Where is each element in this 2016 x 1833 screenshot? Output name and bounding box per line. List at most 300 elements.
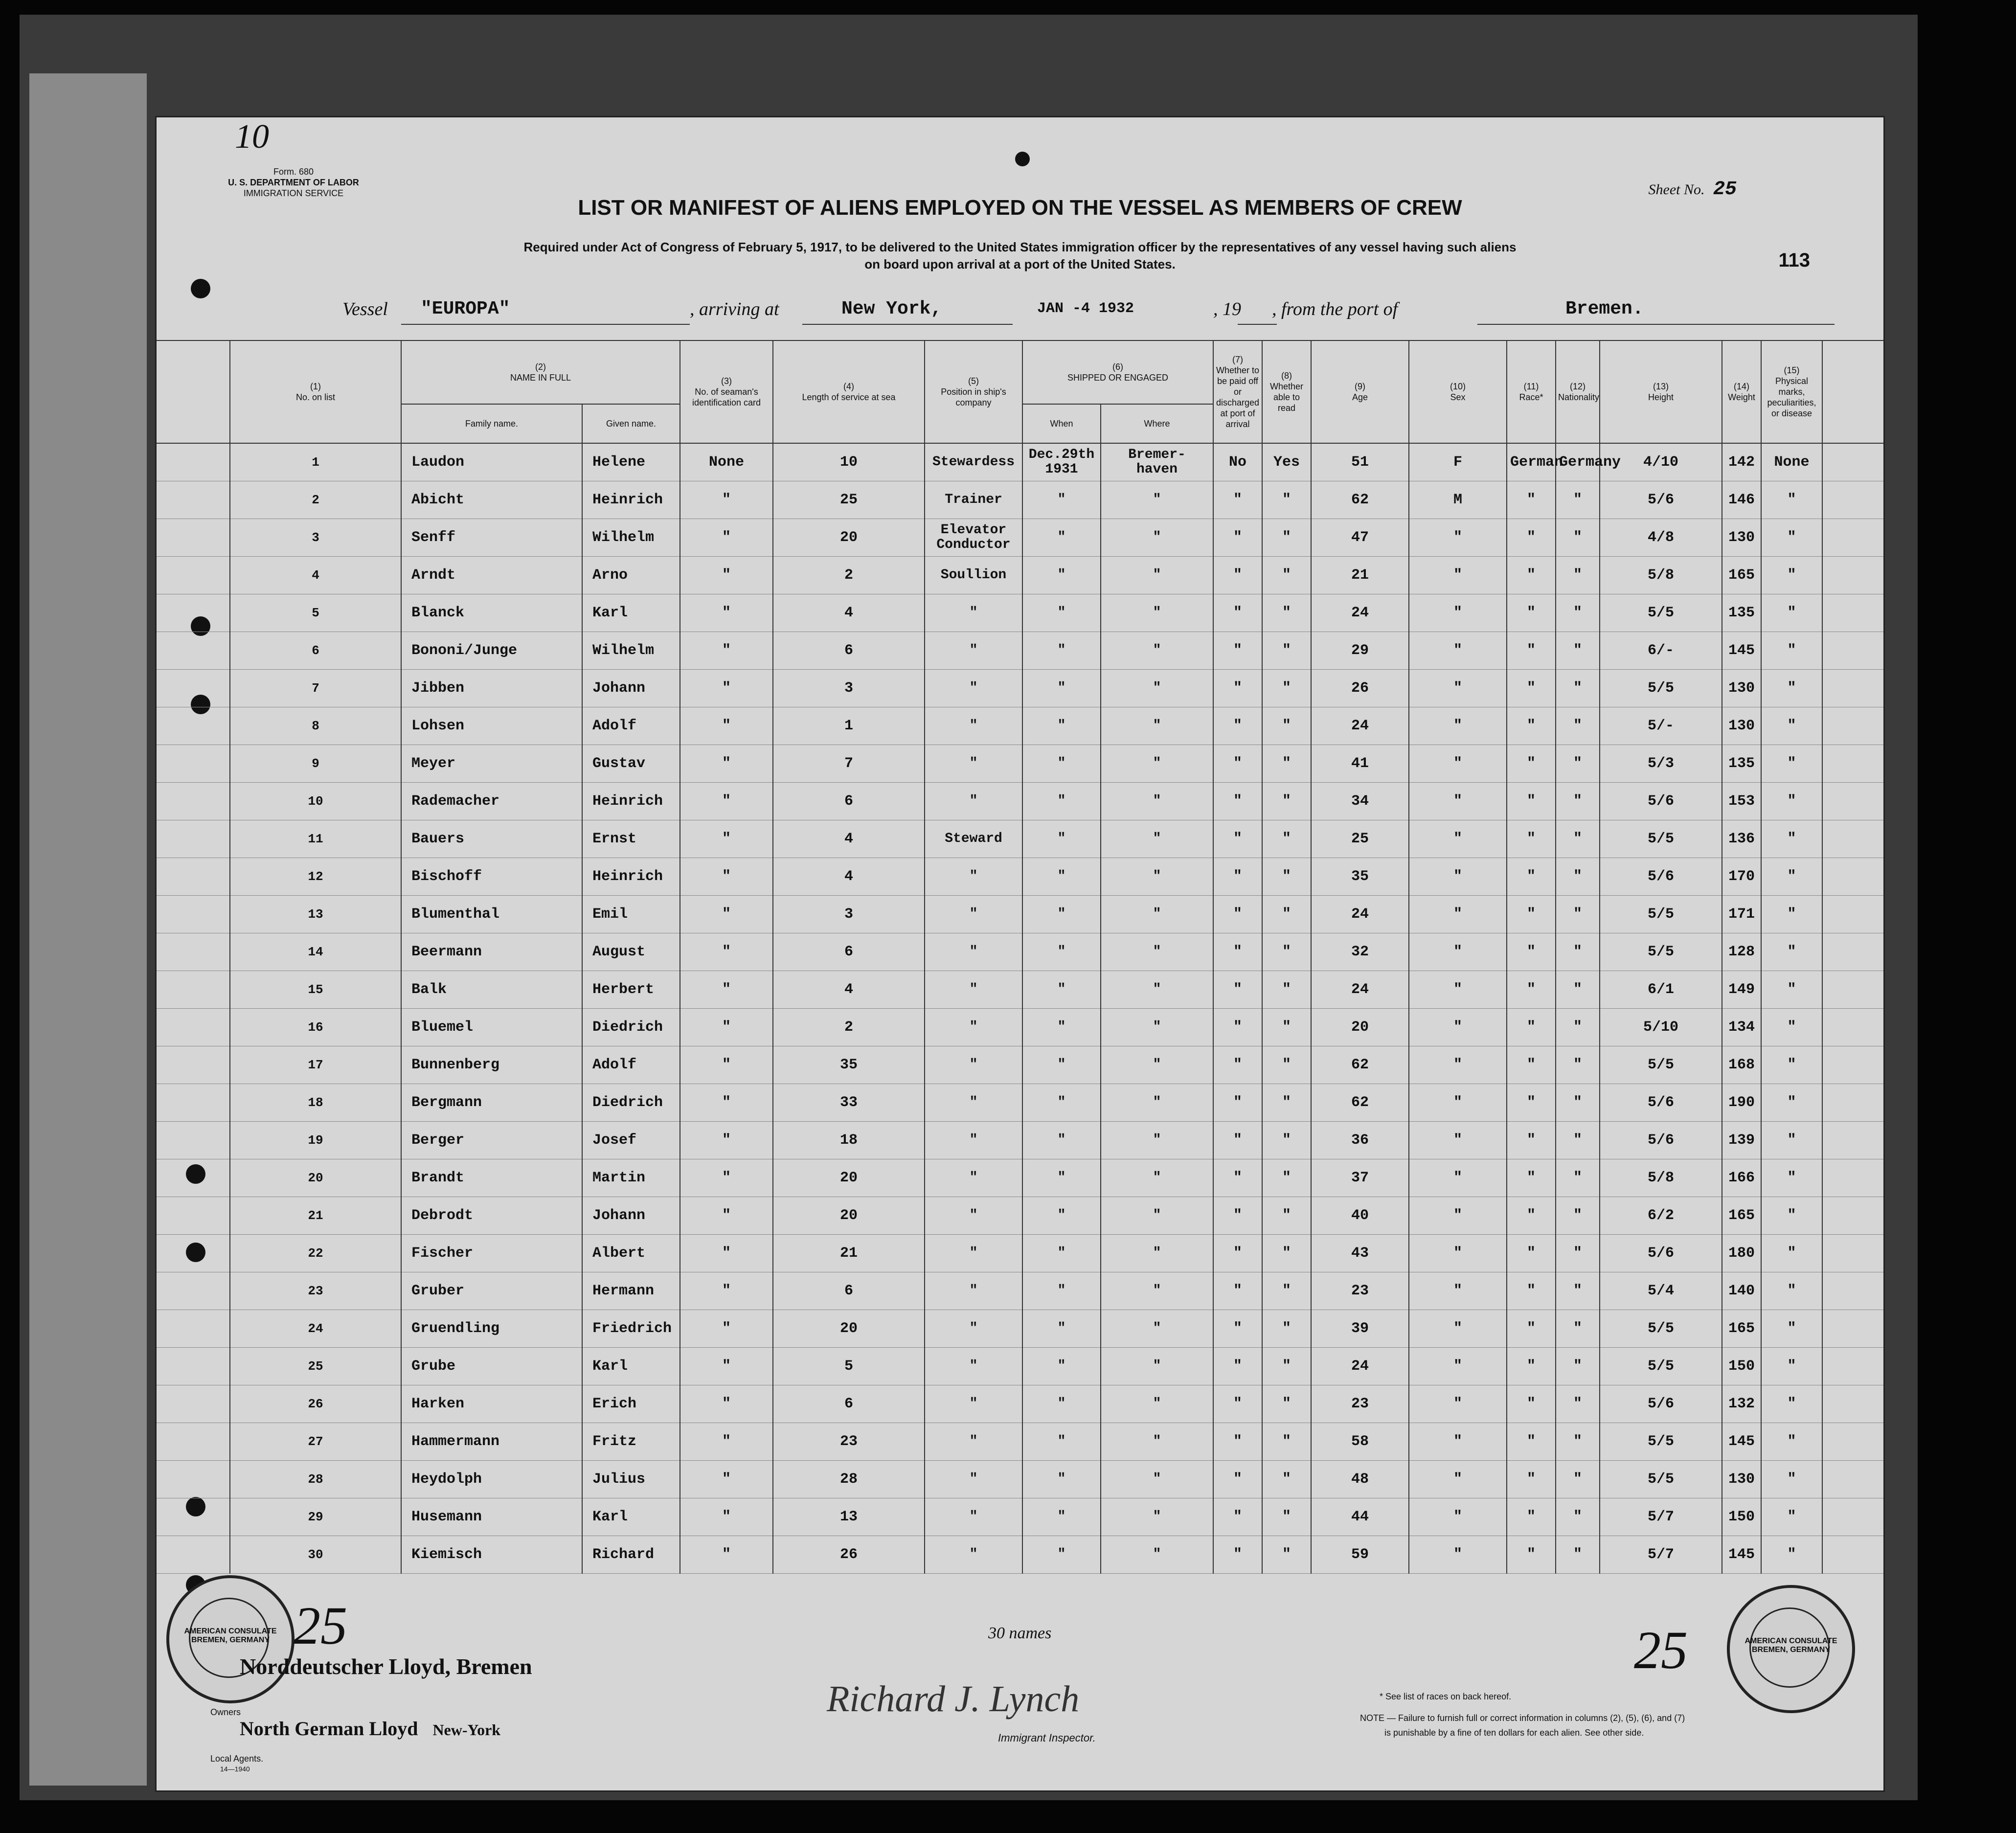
id-card-cell: " (680, 1461, 773, 1498)
shipped-when-cell: Dec.29th 1931 (1022, 443, 1101, 481)
row-number-cell: 20 (230, 1159, 401, 1197)
margin-cell (157, 1122, 230, 1159)
able-to-read-cell: " (1262, 557, 1311, 594)
table-row (157, 481, 1883, 519)
margin-cell (157, 820, 230, 858)
shipped-where-cell: " (1101, 745, 1213, 783)
age-cell: 47 (1311, 519, 1409, 557)
service-length-cell: 3 (773, 896, 925, 933)
paid-off-cell: " (1213, 745, 1262, 783)
id-card-cell: " (680, 1009, 773, 1046)
weight-cell: 145 (1722, 632, 1761, 670)
height-cell: 5/6 (1600, 1122, 1722, 1159)
row-number-cell: 5 (230, 594, 401, 632)
family-name-cell: Bononi/Junge (401, 632, 582, 670)
family-name-cell: Beermann (401, 933, 582, 971)
handwritten-count-right: 25 (1634, 1620, 1688, 1680)
nationality-cell: " (1556, 1461, 1600, 1498)
margin-cell (157, 1046, 230, 1084)
document-title: LIST OR MANIFEST OF ALIENS EMPLOYED ON THE VESSEL AS MEMBERS OF CREW (578, 196, 1462, 220)
paid-off-cell: " (1213, 1272, 1262, 1310)
sex-cell: " (1409, 707, 1507, 745)
family-name-cell: Senff (401, 519, 582, 557)
age-cell: 24 (1311, 896, 1409, 933)
shipped-where-cell: " (1101, 519, 1213, 557)
age-cell: 48 (1311, 1461, 1409, 1498)
table-row (157, 1423, 1883, 1461)
margin-cell (1822, 632, 1883, 670)
position-cell: " (925, 933, 1022, 971)
paid-off-cell: " (1213, 1310, 1262, 1348)
inspector-label: Immigrant Inspector. (998, 1732, 1096, 1744)
race-cell: " (1507, 1046, 1556, 1084)
given-name-cell: Gustav (582, 745, 680, 783)
nationality-cell: " (1556, 745, 1600, 783)
sex-cell: " (1409, 1461, 1507, 1498)
year-label: , 19 (1213, 299, 1241, 319)
age-cell: 29 (1311, 632, 1409, 670)
sex-cell: " (1409, 745, 1507, 783)
weight-cell: 135 (1722, 745, 1761, 783)
margin-cell (1822, 481, 1883, 519)
paid-off-cell: " (1213, 783, 1262, 820)
able-to-read-cell: " (1262, 1159, 1311, 1197)
id-card-cell: " (680, 858, 773, 896)
local-agents-city: New-York (432, 1721, 501, 1739)
shipped-when-cell: " (1022, 896, 1101, 933)
year-underline (1238, 324, 1277, 325)
stamp-text: AMERICAN CONSULATE BREMEN, GERMANY (184, 1627, 277, 1644)
shipped-where-cell: " (1101, 1385, 1213, 1423)
position-cell: " (925, 1385, 1022, 1423)
id-card-cell: " (680, 594, 773, 632)
family-name-cell: Laudon (401, 443, 582, 481)
position-cell: " (925, 707, 1022, 745)
able-to-read-cell: " (1262, 1348, 1311, 1385)
physical-marks-cell: " (1761, 971, 1822, 1009)
margin-cell (157, 1461, 230, 1498)
position-cell: " (925, 1498, 1022, 1536)
weight-cell: 165 (1722, 1310, 1761, 1348)
paid-off-cell: " (1213, 481, 1262, 519)
given-name-cell: Heinrich (582, 858, 680, 896)
paid-off-cell: " (1213, 933, 1262, 971)
id-card-cell: " (680, 670, 773, 707)
physical-marks-cell: " (1761, 933, 1822, 971)
col-nationality-header: (12) Nationality (1556, 340, 1600, 443)
table-row (157, 1272, 1883, 1310)
physical-marks-cell: " (1761, 1235, 1822, 1272)
table-row (157, 1235, 1883, 1272)
service-length-cell: 4 (773, 594, 925, 632)
sex-cell: " (1409, 783, 1507, 820)
vessel-underline (401, 324, 690, 325)
col-read-header: (8) Whether able to read (1262, 340, 1311, 443)
table-row (157, 820, 1883, 858)
note-line-2: is punishable by a fine of ten dollars for each alien. See other side. (1384, 1728, 1644, 1738)
physical-marks-cell: " (1761, 1461, 1822, 1498)
service-length-cell: 21 (773, 1235, 925, 1272)
col-where-header: Where (1101, 404, 1213, 443)
shipped-where-cell: " (1101, 971, 1213, 1009)
table-row (157, 1461, 1883, 1498)
position-cell: Steward (925, 820, 1022, 858)
row-number-cell: 15 (230, 971, 401, 1009)
department-name: U. S. DEPARTMENT OF LABOR (228, 178, 359, 187)
given-name-cell: Ernst (582, 820, 680, 858)
nationality-cell: " (1556, 1197, 1600, 1235)
owners-company: Norddeutscher Lloyd, Bremen (240, 1654, 532, 1679)
paid-off-cell: " (1213, 820, 1262, 858)
age-cell: 43 (1311, 1235, 1409, 1272)
position-cell: Stewardess (925, 443, 1022, 481)
nationality-cell: " (1556, 1009, 1600, 1046)
nationality-cell: " (1556, 670, 1600, 707)
paid-off-cell: " (1213, 594, 1262, 632)
weight-cell: 150 (1722, 1498, 1761, 1536)
weight-cell: 146 (1722, 481, 1761, 519)
family-name-cell: Bunnenberg (401, 1046, 582, 1084)
shipped-where-cell: " (1101, 1536, 1213, 1574)
service-length-cell: 6 (773, 632, 925, 670)
table-row (157, 896, 1883, 933)
age-cell: 23 (1311, 1272, 1409, 1310)
table-row (157, 443, 1883, 481)
height-cell: 5/7 (1600, 1536, 1722, 1574)
margin-cell (1822, 1423, 1883, 1461)
id-card-cell: " (680, 1084, 773, 1122)
nationality-cell: " (1556, 1272, 1600, 1310)
shipped-when-cell: " (1022, 1348, 1101, 1385)
row-number-cell: 17 (230, 1046, 401, 1084)
height-cell: 5/5 (1600, 1461, 1722, 1498)
age-cell: 26 (1311, 670, 1409, 707)
age-cell: 40 (1311, 1197, 1409, 1235)
margin-cell (157, 1498, 230, 1536)
shipped-where-cell: " (1101, 1235, 1213, 1272)
service-length-cell: 20 (773, 1310, 925, 1348)
service-length-cell: 6 (773, 1385, 925, 1423)
given-name-cell: Arno (582, 557, 680, 594)
family-name-cell: Meyer (401, 745, 582, 783)
table-row (157, 519, 1883, 557)
sex-cell: " (1409, 858, 1507, 896)
age-cell: 24 (1311, 1348, 1409, 1385)
paid-off-cell: " (1213, 971, 1262, 1009)
shipped-when-cell: " (1022, 707, 1101, 745)
race-cell: " (1507, 632, 1556, 670)
sex-cell: " (1409, 1122, 1507, 1159)
position-cell: " (925, 1272, 1022, 1310)
sex-cell: " (1409, 1009, 1507, 1046)
row-number-cell: 1 (230, 443, 401, 481)
table-row (157, 594, 1883, 632)
row-number-cell: 13 (230, 896, 401, 933)
local-agents-company (240, 1717, 500, 1740)
race-cell: " (1507, 858, 1556, 896)
position-cell: " (925, 594, 1022, 632)
shipped-where-cell: " (1101, 1461, 1213, 1498)
row-number-cell: 22 (230, 1235, 401, 1272)
id-card-cell: " (680, 1159, 773, 1197)
margin-cell (1822, 1197, 1883, 1235)
service-length-cell: 25 (773, 481, 925, 519)
family-name-cell: Bergmann (401, 1084, 582, 1122)
able-to-read-cell: " (1262, 1385, 1311, 1423)
physical-marks-cell: " (1761, 632, 1822, 670)
family-name-cell: Heydolph (401, 1461, 582, 1498)
shipped-when-cell: " (1022, 858, 1101, 896)
age-cell: 35 (1311, 858, 1409, 896)
shipped-where-cell: " (1101, 896, 1213, 933)
able-to-read-cell: " (1262, 1197, 1311, 1235)
service-length-cell: 13 (773, 1498, 925, 1536)
given-name-cell: Herbert (582, 971, 680, 1009)
family-name-cell: Husemann (401, 1498, 582, 1536)
service-length-cell: 6 (773, 783, 925, 820)
sex-cell: " (1409, 670, 1507, 707)
able-to-read-cell: " (1262, 1235, 1311, 1272)
age-cell: 23 (1311, 1385, 1409, 1423)
vessel-line (342, 294, 1835, 328)
given-name-cell: Emil (582, 896, 680, 933)
height-cell: 5/6 (1600, 481, 1722, 519)
shipped-where-cell: " (1101, 1348, 1213, 1385)
shipped-when-cell: " (1022, 783, 1101, 820)
shipped-where-cell: " (1101, 707, 1213, 745)
age-cell: 24 (1311, 594, 1409, 632)
able-to-read-cell: " (1262, 1536, 1311, 1574)
sex-cell: " (1409, 1310, 1507, 1348)
service-length-cell: 20 (773, 1197, 925, 1235)
id-card-cell: " (680, 1272, 773, 1310)
vessel-name: "EUROPA" (421, 298, 510, 319)
row-number-cell: 28 (230, 1461, 401, 1498)
service-length-cell: 33 (773, 1084, 925, 1122)
height-cell: 5/5 (1600, 670, 1722, 707)
document-subtitle-1: Required under Act of Congress of February 5, 1917, to be delivered to the United States immigration officer by the representatives of any vessel having such aliens (523, 240, 1517, 254)
margin-cell (157, 1084, 230, 1122)
age-cell: 25 (1311, 820, 1409, 858)
age-cell: 32 (1311, 933, 1409, 971)
owners-label: Owners (210, 1707, 241, 1717)
sex-cell: " (1409, 896, 1507, 933)
margin-cell (157, 1197, 230, 1235)
sex-cell: " (1409, 933, 1507, 971)
sex-cell: " (1409, 594, 1507, 632)
margin-cell (157, 557, 230, 594)
family-name-cell: Blanck (401, 594, 582, 632)
sex-cell: " (1409, 1536, 1507, 1574)
position-cell: " (925, 971, 1022, 1009)
sheet-value: 25 (1713, 179, 1737, 201)
shipped-where-cell: " (1101, 1498, 1213, 1536)
physical-marks-cell: " (1761, 1197, 1822, 1235)
shipped-where-cell: " (1101, 557, 1213, 594)
given-name-cell: Erich (582, 1385, 680, 1423)
id-card-cell: " (680, 745, 773, 783)
margin-cell (157, 896, 230, 933)
paid-off-cell: " (1213, 1348, 1262, 1385)
paid-off-cell: " (1213, 707, 1262, 745)
family-name-cell: Harken (401, 1385, 582, 1423)
sex-cell: " (1409, 632, 1507, 670)
margin-cell (157, 1385, 230, 1423)
family-name-cell: Kiemisch (401, 1536, 582, 1574)
age-cell: 20 (1311, 1009, 1409, 1046)
race-cell: " (1507, 1536, 1556, 1574)
position-cell: " (925, 632, 1022, 670)
family-name-cell: Rademacher (401, 783, 582, 820)
height-cell: 5/10 (1600, 1009, 1722, 1046)
nationality-cell: " (1556, 519, 1600, 557)
paid-off-cell: " (1213, 1197, 1262, 1235)
paid-off-cell: " (1213, 1235, 1262, 1272)
note-line-1: NOTE — Failure to furnish full or correct information in columns (2), (5), (6), and (7) (1360, 1713, 1685, 1723)
col-position-header: (5) Position in ship's company (925, 340, 1022, 443)
age-cell: 37 (1311, 1159, 1409, 1197)
age-cell: 62 (1311, 481, 1409, 519)
weight-cell: 145 (1722, 1536, 1761, 1574)
family-name-cell: Lohsen (401, 707, 582, 745)
height-cell: 5/- (1600, 707, 1722, 745)
id-card-cell: " (680, 1348, 773, 1385)
sex-cell: " (1409, 820, 1507, 858)
page-number: 113 (1778, 249, 1810, 271)
id-card-cell: " (680, 632, 773, 670)
shipped-where-cell: " (1101, 481, 1213, 519)
shipped-where-cell: " (1101, 783, 1213, 820)
paid-off-cell: " (1213, 557, 1262, 594)
manifest-page (157, 117, 1883, 1790)
given-name-cell: Adolf (582, 707, 680, 745)
margin-cell (1822, 707, 1883, 745)
sex-cell: " (1409, 1159, 1507, 1197)
position-cell: " (925, 1348, 1022, 1385)
shipped-where-cell: " (1101, 1009, 1213, 1046)
background-sheet-edge (29, 73, 147, 1786)
given-name-cell: Karl (582, 1498, 680, 1536)
family-name-cell: Jibben (401, 670, 582, 707)
row-number-cell: 6 (230, 632, 401, 670)
margin-cell (1822, 1009, 1883, 1046)
shipped-when-cell: " (1022, 1461, 1101, 1498)
race-cell: " (1507, 1385, 1556, 1423)
service-name: IMMIGRATION SERVICE (243, 188, 344, 198)
col-shipped-header: (6) SHIPPED OR ENGAGED (1022, 340, 1213, 404)
table-row (157, 1498, 1883, 1536)
shipped-when-cell: " (1022, 820, 1101, 858)
margin-cell (1822, 1461, 1883, 1498)
able-to-read-cell: " (1262, 745, 1311, 783)
nationality-cell: " (1556, 481, 1600, 519)
margin-cell (1822, 1084, 1883, 1122)
height-cell: 5/5 (1600, 594, 1722, 632)
physical-marks-cell: " (1761, 1046, 1822, 1084)
race-cell: " (1507, 1197, 1556, 1235)
age-cell: 58 (1311, 1423, 1409, 1461)
id-card-cell: " (680, 1423, 773, 1461)
arrival-date-stamp: JAN -4 1932 (1037, 300, 1134, 317)
margin-cell (1822, 783, 1883, 820)
consulate-stamp-left (166, 1575, 294, 1703)
local-agents-name: North German Lloyd (240, 1718, 418, 1740)
table-row (157, 971, 1883, 1009)
margin-cell (1822, 1498, 1883, 1536)
given-name-cell: Diedrich (582, 1084, 680, 1122)
physical-marks-cell: " (1761, 1084, 1822, 1122)
nationality-cell: " (1556, 1385, 1600, 1423)
shipped-when-cell: " (1022, 1536, 1101, 1574)
shipped-when-cell: " (1022, 670, 1101, 707)
paid-off-cell: " (1213, 1385, 1262, 1423)
margin-cell (1822, 933, 1883, 971)
table-body (157, 443, 1883, 1574)
shipped-when-cell: " (1022, 1498, 1101, 1536)
row-number-cell: 11 (230, 820, 401, 858)
physical-marks-cell: " (1761, 858, 1822, 896)
able-to-read-cell: " (1262, 1046, 1311, 1084)
physical-marks-cell: " (1761, 557, 1822, 594)
race-cell: " (1507, 594, 1556, 632)
row-number-cell: 18 (230, 1084, 401, 1122)
row-number-cell: 2 (230, 481, 401, 519)
margin-cell (157, 481, 230, 519)
table-row (157, 933, 1883, 971)
height-cell: 5/6 (1600, 1385, 1722, 1423)
table-row (157, 858, 1883, 896)
table-row (157, 670, 1883, 707)
sex-cell: " (1409, 1235, 1507, 1272)
service-length-cell: 10 (773, 443, 925, 481)
weight-cell: 166 (1722, 1159, 1761, 1197)
table-row (157, 557, 1883, 594)
able-to-read-cell: " (1262, 896, 1311, 933)
margin-cell (1822, 594, 1883, 632)
handwritten-count-left: 25 (294, 1596, 347, 1655)
table-row (157, 1046, 1883, 1084)
row-number-cell: 25 (230, 1348, 401, 1385)
id-card-cell: " (680, 1235, 773, 1272)
id-card-cell: " (680, 557, 773, 594)
position-cell: " (925, 1009, 1022, 1046)
shipped-where-cell: " (1101, 1423, 1213, 1461)
nationality-cell: " (1556, 820, 1600, 858)
height-cell: 6/- (1600, 632, 1722, 670)
sex-cell: " (1409, 1084, 1507, 1122)
physical-marks-cell: " (1761, 1385, 1822, 1423)
age-cell: 59 (1311, 1536, 1409, 1574)
margin-cell (157, 933, 230, 971)
service-length-cell: 23 (773, 1423, 925, 1461)
shipped-when-cell: " (1022, 632, 1101, 670)
service-length-cell: 26 (773, 1536, 925, 1574)
table-row (157, 1009, 1883, 1046)
table-row (157, 1536, 1883, 1574)
margin-cell (157, 971, 230, 1009)
position-cell: Elevator Conductor (925, 519, 1022, 557)
margin-cell (1822, 340, 1883, 443)
race-cell: " (1507, 1461, 1556, 1498)
shipped-when-cell: " (1022, 519, 1101, 557)
margin-cell (157, 1159, 230, 1197)
service-length-cell: 28 (773, 1461, 925, 1498)
table-row (157, 1084, 1883, 1122)
weight-cell: 150 (1722, 1348, 1761, 1385)
height-cell: 6/2 (1600, 1197, 1722, 1235)
sex-cell: " (1409, 1385, 1507, 1423)
margin-cell (1822, 1159, 1883, 1197)
